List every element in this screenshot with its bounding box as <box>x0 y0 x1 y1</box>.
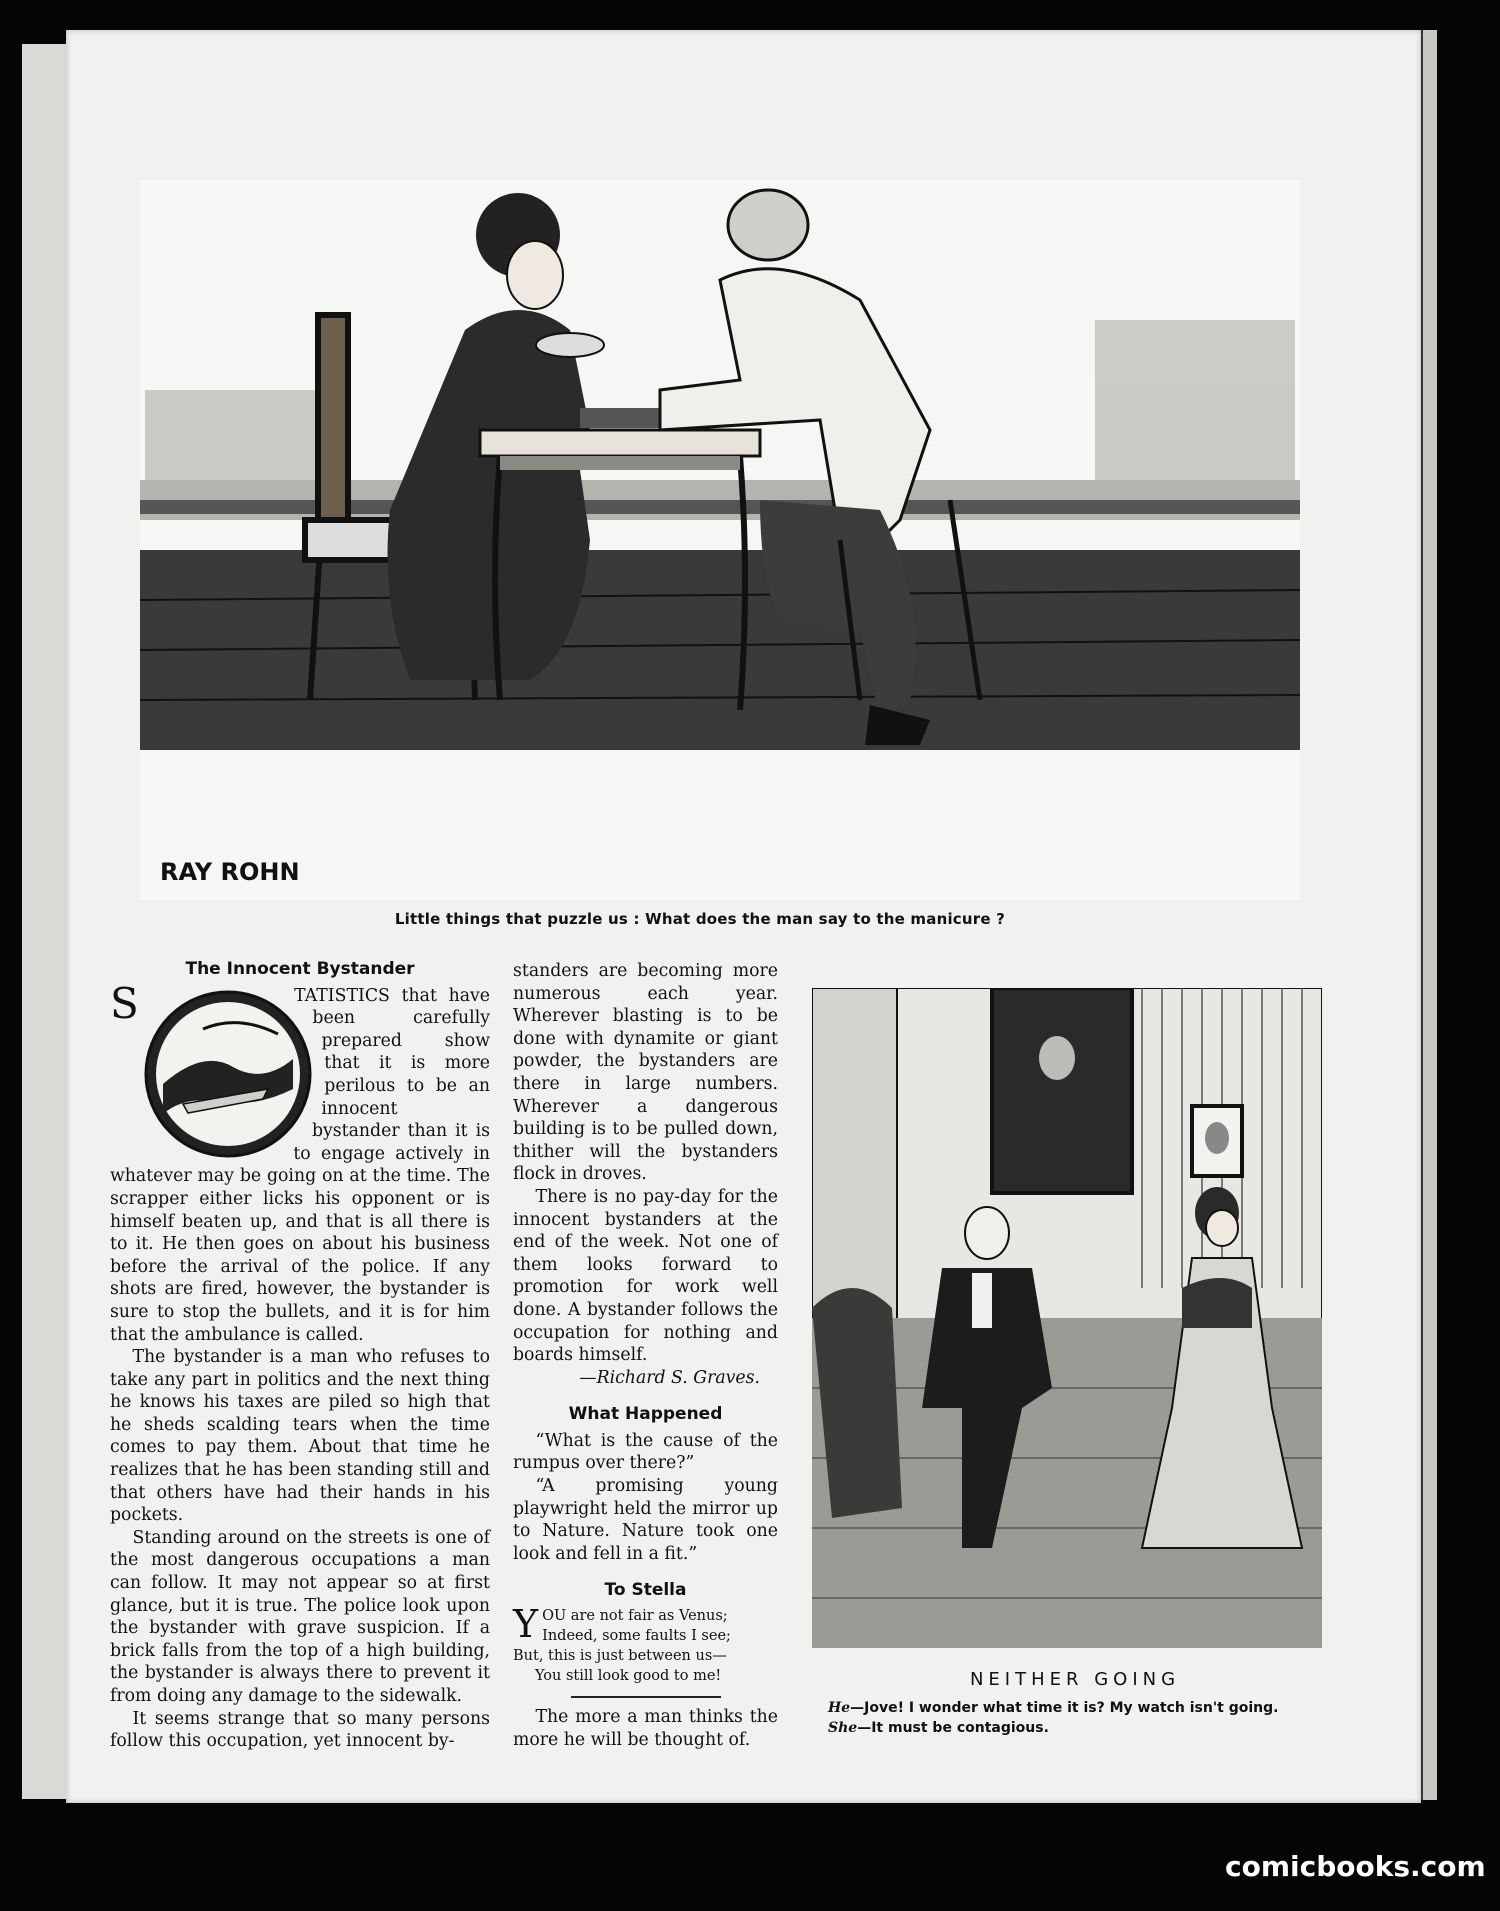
what-happened-line-2: “A promising young playwright held the mirror up to Nature. Nature took one look and fell in a fit.” <box>513 1476 778 1564</box>
he-text: —Jove! I wonder what time it is? My watch isn't going. <box>850 1700 1279 1716</box>
bystander-para-3: Standing around on the streets is one of the most dangerous occupations a man can follow. It may not appear so at first glance, but it is true. The police look upon the bystander with grave suspicion. If a brick falls from the top of a high building, the bystander is always there to prevent it from doing any damage to the sidewalk. <box>110 1527 490 1706</box>
bystander-heading: The Innocent Bystander <box>185 959 415 979</box>
stella-line-2: Indeed, some faults I see; <box>542 1628 731 1645</box>
top-illustration-caption: Little things that puzzle us : What does the man say to the manicure ? <box>394 910 1006 928</box>
stella-line-3: But, this is just between us— <box>513 1648 727 1665</box>
binding-strip-left <box>22 44 69 1799</box>
stella-heading: To Stella <box>604 1580 687 1601</box>
what-happened-heading: What Happened <box>568 1404 723 1425</box>
bystander-para-1: S TATISTICS that have been carefully prepared show that it is more perilous to be an innocent bystander than it is to engage actively in whatever may be going on at the time. The scrapper either licks his opponent or is himself beaten up, and that is all there is to it. He then goes on about his business before the arrival of the police. If any shots are fired, however, the bystander is sure to stop the bullets, and it is for him that the ambulance is called. <box>110 978 490 1345</box>
dropcap-y: Y <box>513 1602 539 1647</box>
bystander-para-4: It seems strange that so many persons follow this occupation, yet innocent by- <box>110 1708 490 1752</box>
stella-line-1: OU are not fair as Venus; <box>542 1608 728 1625</box>
she-label: She <box>828 1720 858 1736</box>
top-illustration <box>140 180 1300 900</box>
she-text: —It must be contagious. <box>857 1720 1049 1736</box>
neither-going-illustration <box>812 988 1322 1648</box>
dropcap-s: S <box>110 978 139 1028</box>
neither-going-dialog <box>828 1698 1348 1738</box>
page-edge-right <box>1421 30 1437 1800</box>
column-middle <box>513 960 778 1751</box>
stella-line-4: You still look good to me! <box>535 1668 722 1685</box>
bystander-para-2: The bystander is a man who refuses to take any part in politics and the next thing he knows his taxes are piled so high that he sheds scalding tears when the time comes to pay them. About that time he realizes that he has been standing still and that others have had their hands in his pockets. <box>110 1347 490 1526</box>
section-divider <box>571 1696 721 1698</box>
column-left <box>110 952 490 1753</box>
neither-going-title: NEITHER GOING <box>969 1669 1181 1690</box>
bystander-author: —Richard S. Graves. <box>579 1367 760 1388</box>
bystander-roundel-illustration <box>143 989 313 1159</box>
he-line <box>828 1698 1348 1718</box>
stella-poem <box>513 1602 778 1686</box>
she-line <box>828 1718 1348 1738</box>
artist-signature: RAY ROHN <box>160 858 300 886</box>
bystander-para-6: There is no pay-day for the innocent bystanders at the end of the week. Not one of them looks forward to promotion for work well done. A bystander follows the occupation for nothing and boards himself. <box>513 1186 778 1366</box>
what-happened-line-1: “What is the cause of the rumpus over there?” <box>513 1430 778 1474</box>
bystander-para-5: standers are becoming more numerous each year. Wherever blasting is to be done with dynamite or giant powder, the bystanders are there in large numbers. Wherever a dangerous building is to be pulled down, thither will the bystanders flock in droves. <box>513 961 778 1185</box>
he-label: He <box>828 1700 851 1716</box>
closing-line: The more a man thinks the more he will be thought of. <box>513 1707 778 1750</box>
site-watermark: comicbooks.com <box>1225 1850 1486 1883</box>
